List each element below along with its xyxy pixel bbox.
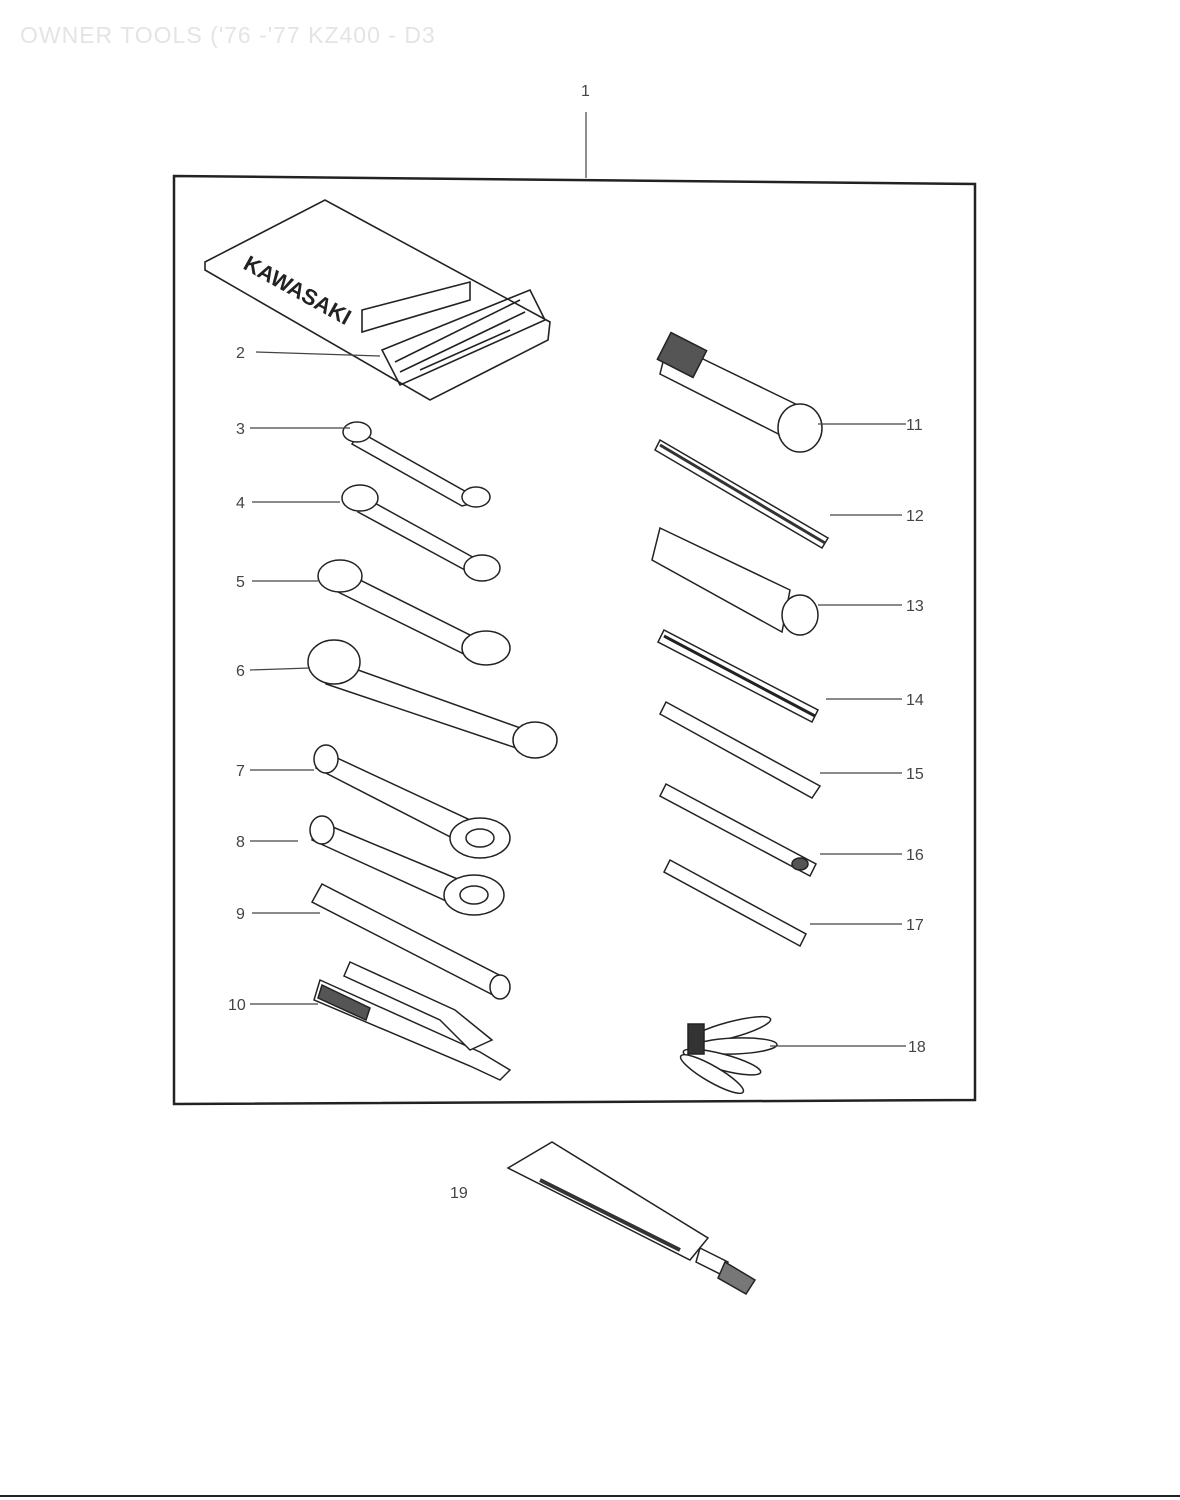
callout-10: 10 — [228, 997, 246, 1014]
callout-4: 4 — [236, 495, 245, 512]
socket-tool-11 — [657, 333, 822, 452]
callout-7: 7 — [236, 763, 245, 780]
callout-14: 14 — [906, 692, 924, 709]
bag-brand-text: KAWASAKI — [239, 250, 356, 330]
callout-19: 19 — [450, 1185, 468, 1202]
screwdriver-handle-13 — [652, 528, 818, 635]
callout-16: 16 — [906, 847, 924, 864]
callout-1: 1 — [581, 83, 590, 100]
callout-12: 12 — [906, 508, 924, 525]
bottom-rule — [0, 1495, 1180, 1497]
feeler-gauge-18 — [677, 1011, 777, 1099]
flat-blade-17 — [664, 860, 806, 946]
page-title: OWNER TOOLS ('76 -'77 KZ400 - D3 — [20, 22, 436, 48]
callout-5: 5 — [236, 574, 245, 591]
leader-lines — [250, 352, 906, 1046]
rod-15 — [660, 702, 820, 798]
bar-12 — [655, 440, 828, 548]
callout-9: 9 — [236, 906, 245, 923]
callout-11: 11 — [906, 417, 923, 434]
grease-tube-19 — [508, 1142, 755, 1294]
screwdriver-16 — [660, 784, 816, 876]
callout-15: 15 — [906, 766, 924, 783]
callout-2: 2 — [236, 345, 245, 362]
callout-6: 6 — [236, 663, 245, 680]
callout-18: 18 — [908, 1039, 926, 1056]
callout-13: 13 — [906, 598, 924, 615]
callout-17: 17 — [906, 917, 924, 934]
callout-3: 3 — [236, 421, 245, 438]
callout-8: 8 — [236, 834, 245, 851]
tool-bag — [205, 200, 550, 400]
rod-14 — [658, 630, 818, 722]
wrench-6 — [308, 640, 557, 758]
